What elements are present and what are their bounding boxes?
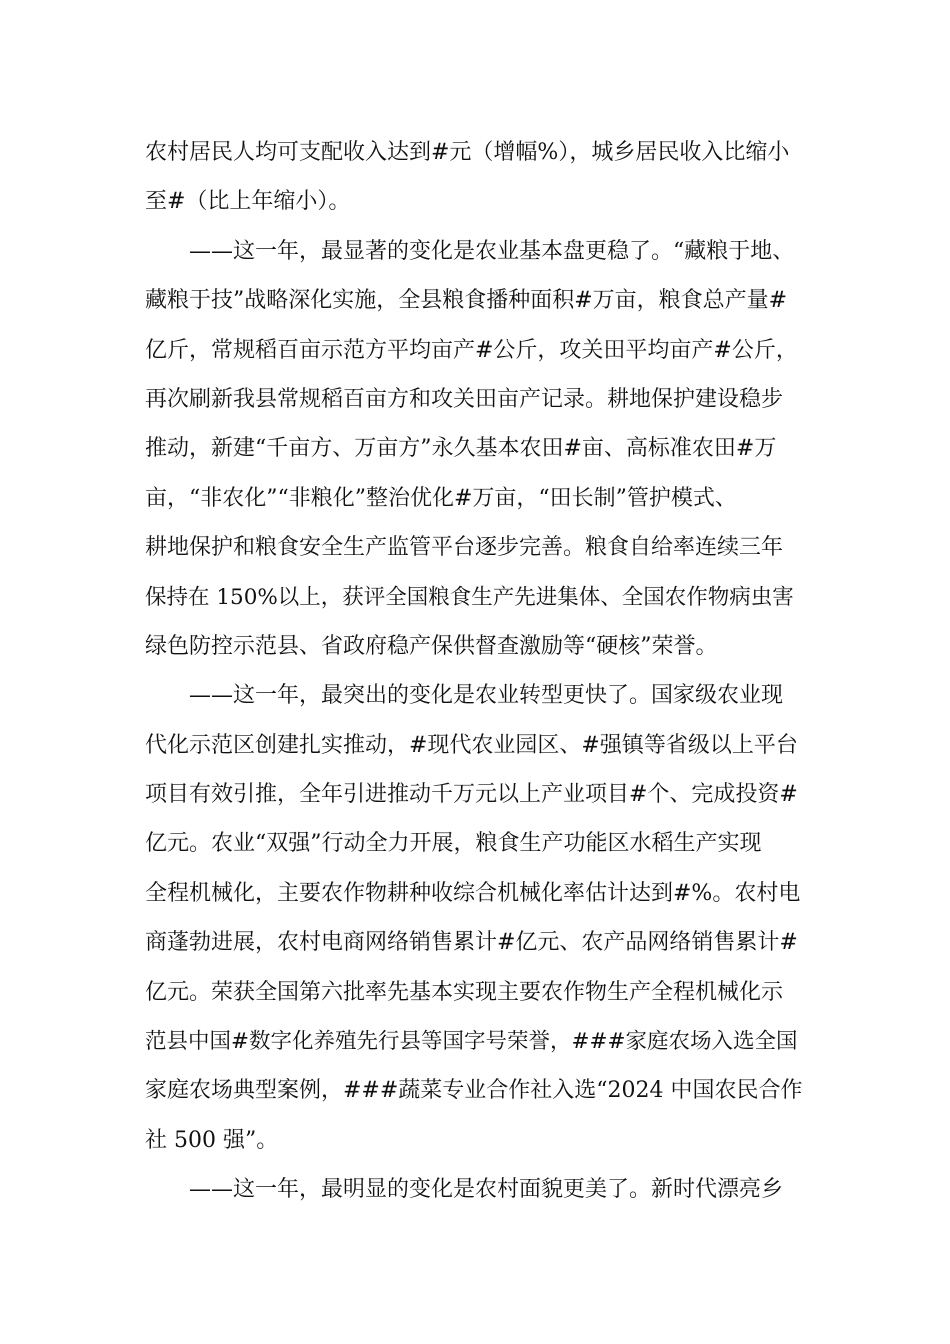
text-line: 亩，“非农化”“非粮化”整治优化#万亩，“田长制”管护模式、 [145,485,737,511]
paragraph-first-line: ——这一年，最显著的变化是农业基本盘更稳了。“藏粮于地、 [145,238,795,264]
text-line: 商蓬勃进展，农村电商网络销售累计#亿元、农产品网络销售累计# [145,930,798,956]
text-line: 农村居民人均可支配收入达到#元（增幅%），城乡居民收入比缩小 [145,140,790,165]
text-line: 耕地保护和粮食安全生产监管平台逐步完善。粮食自给率连续三年 [145,535,784,561]
text-line: 家庭农场典型案例，###蔬菜专业合作社入选“2024 中国农民合作 [145,1078,803,1104]
text-line: 社 500 强”。 [145,1127,279,1153]
text-line: 推动，新建“千亩方、万亩方”永久基本农田#亩、高标准农田#万 [145,436,777,462]
paragraph-first-line: ——这一年，最明显的变化是农村面貌更美了。新时代漂亮乡 [145,1177,784,1203]
text-line: 亿元。荣获全国第六批率先基本实现主要农作物生产全程机械化示 [145,979,784,1005]
text-line: 绿色防控示范县、省政府稳产保供督查激励等“硬核”荣誉。 [145,633,718,659]
text-line: 再次刷新我县常规稻百亩方和攻关田亩产记录。耕地保护建设稳步 [145,386,784,412]
text-line: 至#（比上年缩小）。 [145,189,351,215]
text-line: 代化示范区创建扎实推动，#现代农业园区、#强镇等省级以上平台 [145,732,798,758]
text-line: 保持在 150%以上，获评全国粮食生产先进集体、全国农作物病虫害 [145,584,794,610]
text-line: 范县中国#数字化养殖先行县等国字号荣誉，###家庭农场入选全国 [145,1029,798,1055]
text-line: 全程机械化，主要农作物耕种收综合机械化率估计达到#%。农村电 [145,880,801,906]
text-line: 项目有效引推，全年引进推动千万元以上产业项目#个、完成投资# [145,782,798,808]
text-line: 亿斤，常规稻百亩示范方平均亩产#公斤，攻关田平均亩产#公斤， [145,337,798,363]
paragraph-first-line: ——这一年，最突出的变化是农业转型更快了。国家级农业现 [145,683,784,709]
text-line: 藏粮于技”战略深化实施，全县粮食播种面积#万亩，粮食总产量# [145,288,788,314]
document-body [145,128,805,1215]
text-line: 亿元。农业“双强”行动全力开展，粮食生产功能区水稻生产实现 [145,831,762,857]
